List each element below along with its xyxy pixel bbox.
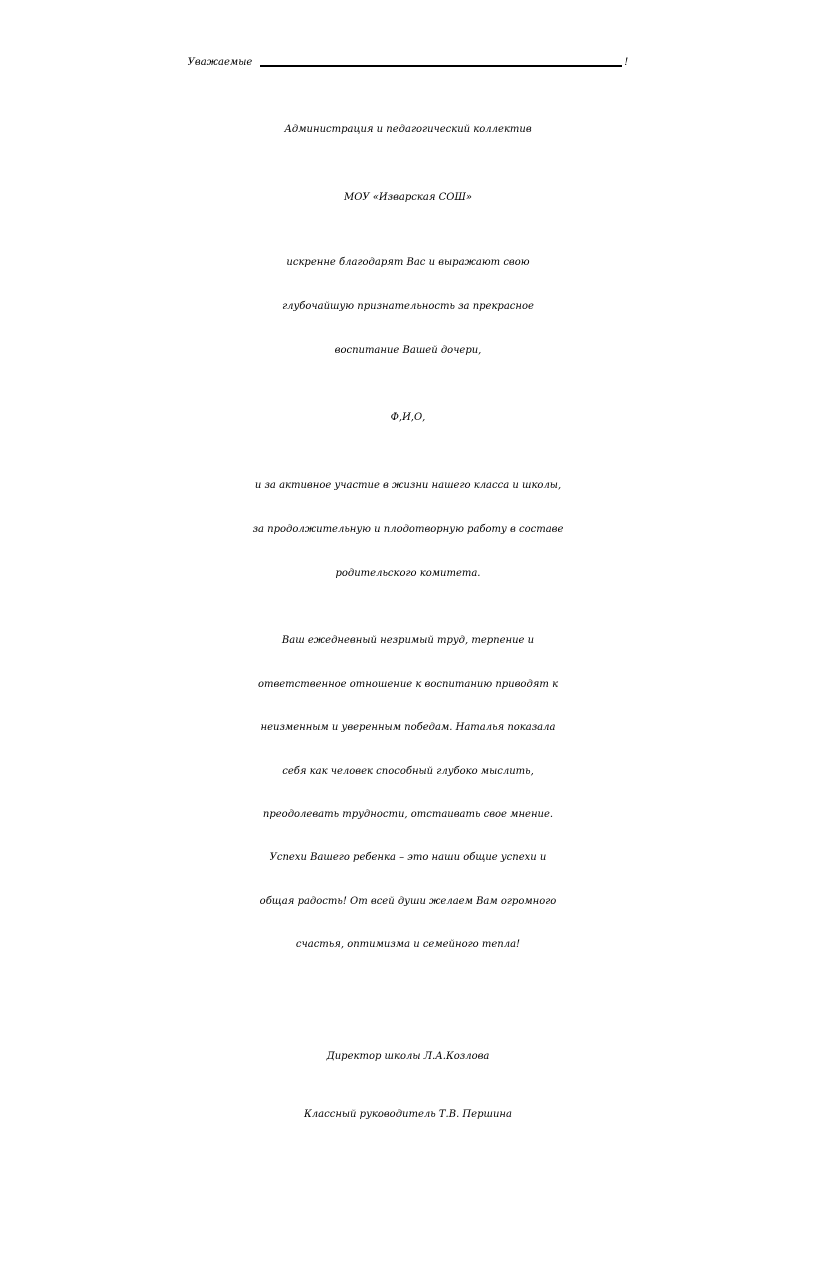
greeting-prefix: Уважаемые: [187, 57, 253, 68]
body-line-2: ответственное отношение к воспитанию приводят к: [257, 679, 559, 690]
header-line-2: МОУ «Изварская СОШ»: [343, 192, 473, 203]
body-line-8: счастья, оптимизма и семейного тепла!: [295, 939, 521, 950]
teacher-signature: Классный руководитель Т.В. Першина: [304, 1109, 512, 1120]
body-line-7: общая радость! От всей души желаем Вам огромного: [259, 896, 557, 907]
activity-line-3: родительского комитета.: [335, 568, 481, 579]
activity-line-1: и за активное участие в жизни нашего класса и школы,: [254, 480, 562, 491]
body-line-1: Ваш ежедневный незримый труд, терпение и: [281, 635, 535, 646]
thanks-line-2: глубочайшую признательность за прекрасное: [282, 301, 534, 312]
greeting-line: [0, 58, 816, 68]
body-line-4: себя как человек способный глубоко мыслить,: [282, 766, 534, 777]
body-line-5: преодолевать трудности, отстаивать свое мнение.: [262, 809, 554, 820]
director-signature: Директор школы Л.А.Козлова: [326, 1051, 490, 1062]
activity-line-2: за продолжительную и плодотворную работу в составе: [252, 524, 564, 535]
recipient-blank-line: [260, 65, 622, 67]
fio-line: Ф,И,О,: [390, 412, 426, 423]
greeting-suffix: !: [624, 57, 629, 68]
body-line-3: неизменным и уверенным победам. Наталья показала: [260, 722, 556, 733]
header-line-1: Администрация и педагогический коллектив: [284, 124, 532, 135]
thanks-line-3: воспитание Вашей дочери,: [334, 345, 482, 356]
body-line-6: Успехи Вашего ребенка – это наши общие успехи и: [269, 852, 547, 863]
thanks-line-1: искренне благодарят Вас и выражают свою: [286, 257, 530, 268]
